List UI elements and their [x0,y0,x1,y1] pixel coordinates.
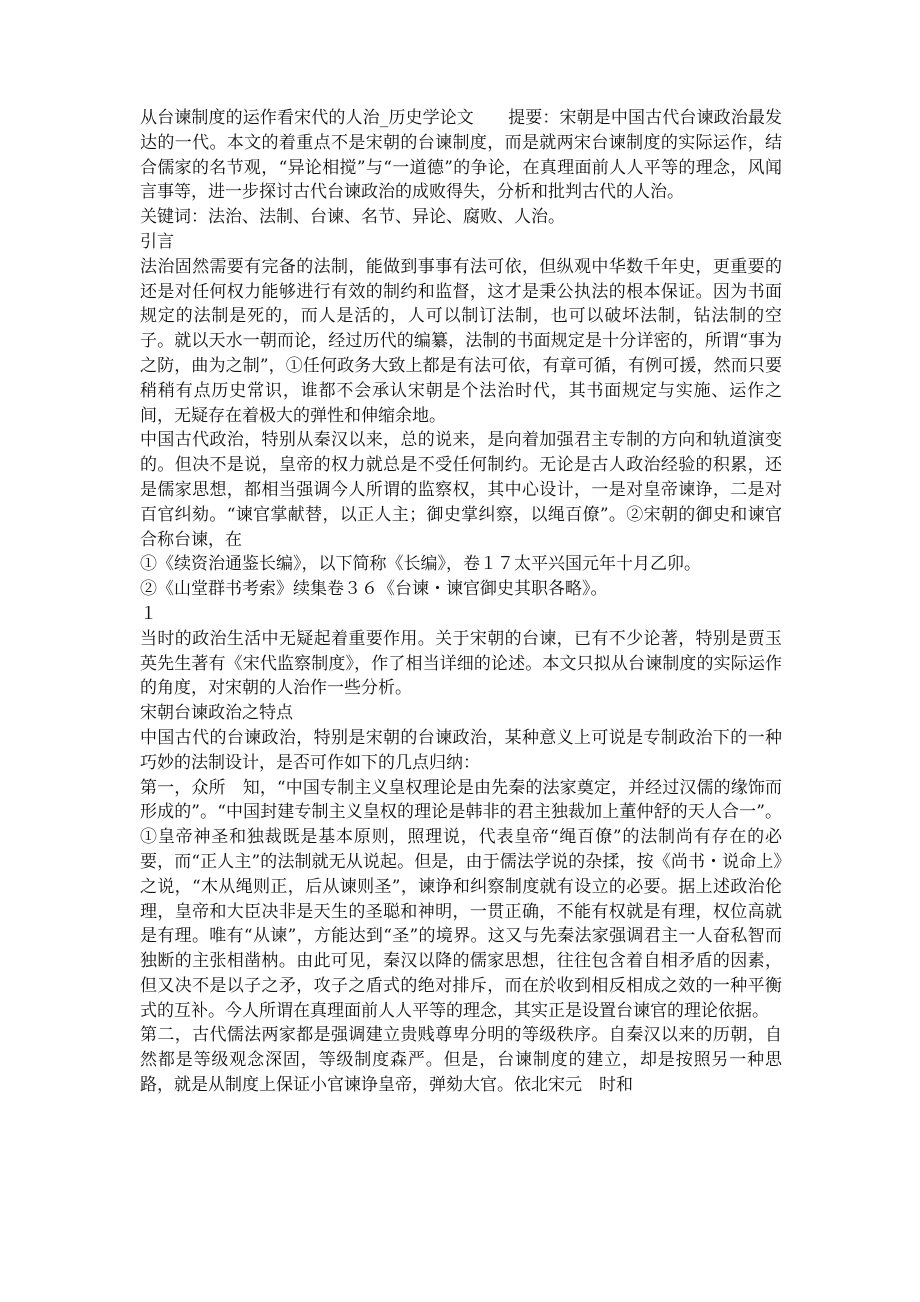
intro-heading: 引言 [140,231,174,252]
paragraph-3: 当时的政治生活中无疑起着重要作用。关于宋朝的台谏，已有不少论著，特别是贾玉英先生著有《宋代监察制度》，作了相当详细的论述。本文只拟从台谏制度的实际运作的角度，对宋朝的人治作一些分析。 [140,628,782,699]
section-heading: 宋朝台谏政治之特点 [140,703,293,724]
opening-paragraph: 从台谏制度的运作看宋代的人治_历史学论文 提要：宋朝是中国古代台谏政治最发达的一代。本文的着重点不是宋朝的台谏制度，而是就两宋台谏制度的实际运作，结合儒家的名节观，“异论相搅”与“一道德”的争论，在真理面前人人平等的理念，风闻言事等，进一步探讨古代台谏政治的成败得失，分析和批判古代的人治。 [140,108,782,203]
paragraph-1: 法治固然需要有完备的法制，能做到事事有法可依，但纵观中华数千年史，更重要的还是对任何权力能够进行有效的制约和监督，这才是秉公执法的根本保证。因为书面规定的法制是死的，而人是活的，人可以制订法制，也可以破坏法制，钻法制的空子。就以天水一朝而论，经过历代的编纂，法制的书面规定是十分详密的，所谓“事为之防，曲为之制”，①任何政务大致上都是有法可依，有章可循，有例可援，然而只要稍稍有点历史常识，谁都不会承认宋朝是个法治时代，其书面规定与实施、运作之间，无疑存在着极大的弹性和伸缩余地。 [140,256,782,426]
paragraph-2: 中国古代政治，特别从秦汉以来，总的说来，是向着加强君主专制的方向和轨道演变的。但决不是说，皇帝的权力就总是不受任何制约。无论是古人政治经验的积累，还是儒家思想，都相当强调今人所谓的监察权，其中心设计，一是对皇帝谏诤，二是对百官纠劾。“谏官掌献替，以正人主；御史掌纠察，以绳百僚”。②宋朝的御史和谏官合称台谏，在 [140,430,782,550]
keywords-line: 关键词：法治、法制、台谏、名节、异论、腐败、人治。 [140,207,565,228]
paragraph-6: 第二，古代儒法两家都是强调建立贵贱尊卑分明的等级秩序。自秦汉以来的历朝，自然都是等级观念深固，等级制度森严。但是，台谏制度的建立，却是按照另一种思路，就是从制度上保证小官谏诤皇帝，弹劾大官。依北宋元 时和 [140,1025,782,1096]
footnote-1: ①《续资治通鉴长编》，以下简称《长编》，卷１７太平兴国元年十月乙卯。 [140,554,701,575]
document-body [140,106,782,1098]
footnote-2: ②《山堂群书考索》续集卷３６《台谏・谏官御史其职各略》。 [140,579,608,600]
page-number: １ [140,603,157,624]
paragraph-4: 中国古代的台谏政治，特别是宋朝的台谏政治，某种意义上可说是专制政治下的一种巧妙的法制设计，是否可作如下的几点归纳： [140,727,782,773]
paragraph-5: 第一，众所 知，“中国专制主义皇权理论是由先秦的法家奠定，并经过汉儒的缘饰而形成的”。“中国封建专制主义皇权的理论是韩非的君主独裁加上董仲舒的天人合一”。①皇帝神圣和独裁既是基本原则，照理说，代表皇帝“绳百僚”的法制尚有存在的必要，而“正人主”的法制就无从说起。但是，由于儒法学说的杂揉，按《尚书・说命上》之说，“木从绳则正，后从谏则圣”，谏诤和纠察制度就有设立的必要。据上述政治伦理，皇帝和大臣决非是天生的圣聪和神明，一贯正确，不能有权就是有理，权位高就是有理。唯有“从谏”，方能达到“圣”的境界。这又与先秦法家强调君主一人奋私智而独断的主张相凿枘。由此可见，秦汉以降的儒家思想，往往包含着自相矛盾的因素，但又决不是以子之矛，攻子之盾式的绝对排斥，而在於收到相反相成之效的一种平衡式的互补。今人所谓在真理面前人人平等的理念，其实正是设置台谏官的理论依据。 [140,777,782,1021]
